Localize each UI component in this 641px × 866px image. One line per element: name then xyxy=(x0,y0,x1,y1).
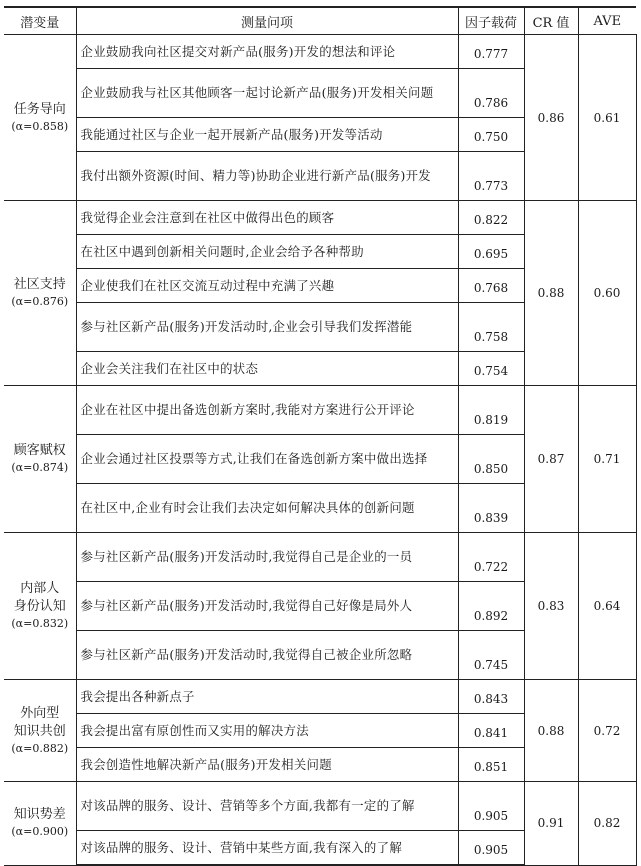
latent-variable-cell xyxy=(4,386,76,533)
item-text: 我觉得企业会注意到在社区中做得出色的顾客 xyxy=(76,201,458,235)
table-row xyxy=(4,680,636,714)
item-text: 我付出额外资源(时间、精力等)协助企业进行新产品(服务)开发 xyxy=(76,152,458,201)
cr-value: 0.88 xyxy=(524,201,578,386)
item-text: 对该品牌的服务、设计、营销中某些方面,我有深入的了解 xyxy=(76,831,458,866)
ave-value: 0.72 xyxy=(578,680,636,782)
latent-variable-name: 任务导向 xyxy=(13,101,66,117)
latent-variable-cell xyxy=(4,533,76,680)
factor-loading: 0.758 xyxy=(458,303,524,352)
table-row xyxy=(4,35,636,69)
factor-loading: 0.745 xyxy=(458,631,524,680)
table-row xyxy=(4,782,636,831)
table-row xyxy=(4,201,636,235)
factor-loading: 0.850 xyxy=(458,435,524,484)
ave-value: 0.61 xyxy=(578,35,636,201)
item-text: 企业会关注我们在社区中的状态 xyxy=(76,352,458,386)
latent-variable-name: 知识势差 xyxy=(13,807,66,823)
factor-loading: 0.905 xyxy=(458,831,524,866)
table-row xyxy=(4,533,636,582)
latent-variable-name-line2: 身份认知 xyxy=(13,599,66,614)
header-cr: CR 值 xyxy=(524,7,578,35)
item-text: 在社区中,企业有时会让我们去决定如何解决具体的创新问题 xyxy=(76,484,458,533)
header-row xyxy=(4,7,636,35)
ave-value: 0.82 xyxy=(578,782,636,866)
alpha-value: (α=0.900) xyxy=(11,825,69,839)
factor-loading: 0.773 xyxy=(458,152,524,201)
ave-value: 0.64 xyxy=(578,533,636,680)
item-text: 参与社区新产品(服务)开发活动时,我觉得自己被企业所忽略 xyxy=(76,631,458,680)
latent-variable-name: 顾客赋权 xyxy=(13,443,66,458)
item-text: 企业在社区中提出备选创新方案时,我能对方案进行公开评论 xyxy=(76,386,458,435)
factor-loading: 0.841 xyxy=(458,714,524,748)
factor-loading: 0.851 xyxy=(458,748,524,782)
factor-loading: 0.754 xyxy=(458,352,524,386)
item-text: 企业使我们在社区交流互动过程中充满了兴趣 xyxy=(76,269,458,303)
item-text: 企业鼓励我向社区提交对新产品(服务)开发的想法和评论 xyxy=(76,35,458,69)
factor-loading: 0.750 xyxy=(458,118,524,152)
factor-loading: 0.777 xyxy=(458,35,524,69)
item-text: 参与社区新产品(服务)开发活动时,我觉得自己是企业的一员 xyxy=(76,533,458,582)
header-variable: 潜变量 xyxy=(4,7,76,35)
latent-variable-name-line1: 内部人 xyxy=(20,581,60,596)
factor-loading: 0.843 xyxy=(458,680,524,714)
factor-loading: 0.822 xyxy=(458,201,524,235)
ave-value: 0.71 xyxy=(578,386,636,533)
alpha-value: (α=0.858) xyxy=(11,119,69,133)
ave-value: 0.60 xyxy=(578,201,636,386)
factor-loading: 0.722 xyxy=(458,533,524,582)
factor-loading: 0.892 xyxy=(458,582,524,631)
item-text: 对该品牌的服务、设计、营销等多个方面,我都有一定的了解 xyxy=(76,782,458,831)
alpha-value: (α=0.874) xyxy=(11,461,69,474)
item-text: 我会提出各种新点子 xyxy=(76,680,458,714)
alpha-value: (α=0.832) xyxy=(11,617,69,630)
alpha-value: (α=0.882) xyxy=(11,741,69,755)
header-loading: 因子载荷 xyxy=(458,7,524,35)
item-text: 我会创造性地解决新产品(服务)开发相关问题 xyxy=(76,748,458,782)
latent-variable-cell xyxy=(4,201,76,386)
item-text: 我能通过社区与企业一起开展新产品(服务)开发等活动 xyxy=(76,118,458,152)
cr-value: 0.86 xyxy=(524,35,578,201)
latent-variable-cell xyxy=(4,782,76,866)
alpha-value: (α=0.876) xyxy=(11,295,69,308)
latent-variable-name-line2: 知识共创 xyxy=(13,723,66,739)
latent-variable-name-line1: 外向型 xyxy=(20,705,60,721)
item-text: 参与社区新产品(服务)开发活动时,企业会引导我们发挥潜能 xyxy=(76,303,458,352)
latent-variable-cell xyxy=(4,35,76,201)
item-text: 在社区中遇到创新相关问题时,企业会给予各种帮助 xyxy=(76,235,458,269)
item-text: 我会提出富有原创性而又实用的解决方法 xyxy=(76,714,458,748)
header-item: 测量问项 xyxy=(76,7,458,35)
item-text: 企业鼓励我与社区其他顾客一起讨论新产品(服务)开发相关问题 xyxy=(76,69,458,118)
cr-value: 0.83 xyxy=(524,533,578,680)
factor-loading: 0.768 xyxy=(458,269,524,303)
latent-variable-cell xyxy=(4,680,76,782)
factor-loading: 0.905 xyxy=(458,782,524,831)
factor-loading: 0.819 xyxy=(458,386,524,435)
measurement-table xyxy=(4,6,637,866)
table-row xyxy=(4,386,636,435)
factor-loading: 0.695 xyxy=(458,235,524,269)
item-text: 企业会通过社区投票等方式,让我们在备选创新方案中做出选择 xyxy=(76,435,458,484)
header-ave: AVE xyxy=(578,7,636,35)
cr-value: 0.91 xyxy=(524,782,578,866)
factor-loading: 0.839 xyxy=(458,484,524,533)
item-text: 参与社区新产品(服务)开发活动时,我觉得自己好像是局外人 xyxy=(76,582,458,631)
factor-loading: 0.786 xyxy=(458,69,524,118)
cr-value: 0.88 xyxy=(524,680,578,782)
cr-value: 0.87 xyxy=(524,386,578,533)
latent-variable-name: 社区支持 xyxy=(13,277,66,292)
